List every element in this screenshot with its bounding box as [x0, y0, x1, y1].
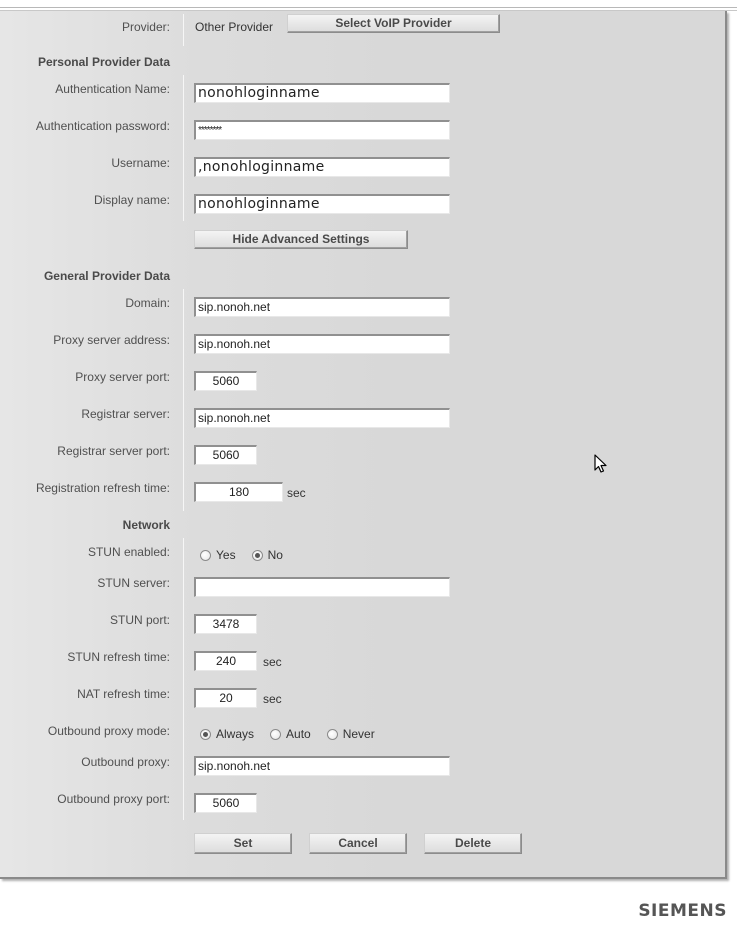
auto-label: Auto	[286, 727, 311, 741]
domain-input[interactable]: sip.nonoh.net	[194, 297, 450, 317]
registrar-server-port-label: Registrar server port:	[57, 444, 170, 458]
radio-checked-icon[interactable]	[200, 729, 211, 740]
radio-unchecked-icon[interactable]	[327, 729, 338, 740]
radio-unchecked-icon[interactable]	[270, 729, 281, 740]
stun-enabled-yes-radio[interactable]	[200, 548, 236, 562]
proxy-server-address-label: Proxy server address:	[53, 333, 170, 347]
outbound-proxy-input[interactable]: sip.nonoh.net	[194, 756, 450, 776]
stun-port-input[interactable]: 3478	[194, 614, 257, 634]
never-label: Never	[342, 727, 375, 741]
username-label: Username:	[111, 156, 170, 170]
outbound-proxy-mode-label: Outbound proxy mode:	[47, 724, 170, 738]
outbound-proxy-port-input[interactable]: 5060	[194, 793, 257, 813]
proxy-server-port-label: Proxy server port:	[75, 370, 170, 384]
radio-unchecked-icon[interactable]	[200, 550, 211, 561]
top-rule	[0, 7, 737, 8]
provider-value: Other Provider	[195, 20, 274, 34]
provider-label: Provider:	[121, 20, 170, 34]
nat-refresh-time-label: NAT refresh time:	[77, 687, 170, 701]
registrar-server-input[interactable]: sip.nonoh.net	[194, 408, 450, 428]
stun-refresh-unit: sec	[263, 655, 282, 669]
display-name-input[interactable]: nonohloginname	[194, 194, 450, 214]
stun-enabled-no-radio[interactable]	[252, 548, 283, 562]
registration-refresh-time-label: Registration refresh time:	[35, 481, 170, 495]
siemens-logo: SIEMENS	[638, 901, 727, 921]
proxy-server-address-input[interactable]: sip.nonoh.net	[194, 334, 450, 354]
display-name-label: Display name:	[93, 193, 170, 207]
registration-refresh-time-input[interactable]: 180	[194, 482, 283, 502]
stun-no-label: No	[267, 548, 283, 562]
always-label: Always	[216, 727, 255, 741]
column-divider	[183, 14, 184, 46]
outbound-mode-never-radio[interactable]	[327, 727, 375, 741]
registrar-server-label: Registrar server:	[81, 407, 170, 421]
nat-refresh-unit: sec	[263, 692, 282, 706]
nat-refresh-time-input[interactable]: 20	[194, 688, 257, 708]
username-input[interactable]: ,nonohloginname	[194, 157, 450, 177]
stun-enabled-label: STUN enabled:	[87, 545, 170, 559]
outbound-proxy-label: Outbound proxy:	[81, 755, 170, 769]
cancel-button[interactable]: Cancel	[309, 833, 407, 854]
column-divider	[183, 538, 184, 820]
column-divider	[183, 75, 184, 221]
select-voip-provider-button[interactable]: Select VoIP Provider	[287, 14, 500, 33]
outbound-mode-always-radio[interactable]	[200, 727, 254, 741]
stun-yes-label: Yes	[216, 548, 236, 562]
outbound-proxy-mode-radio-group	[200, 727, 391, 741]
domain-label: Domain:	[125, 296, 170, 310]
stun-enabled-radio-group	[200, 548, 299, 562]
stun-server-label: STUN server:	[97, 576, 170, 590]
stun-port-label: STUN port:	[109, 613, 170, 627]
delete-button[interactable]: Delete	[424, 833, 522, 854]
general-provider-data-heading: General Provider Data	[43, 269, 170, 283]
network-heading: Network	[122, 518, 170, 532]
personal-provider-data-heading: Personal Provider Data	[37, 55, 170, 69]
outbound-proxy-port-label: Outbound proxy port:	[57, 792, 170, 806]
authentication-password-input[interactable]: ********	[194, 120, 450, 140]
registration-refresh-unit: sec	[287, 486, 306, 500]
registrar-server-port-input[interactable]: 5060	[194, 445, 257, 465]
radio-checked-icon[interactable]	[252, 550, 263, 561]
stun-server-input[interactable]	[194, 577, 450, 597]
proxy-server-port-input[interactable]: 5060	[194, 371, 257, 391]
authentication-name-label: Authentication Name:	[55, 82, 170, 96]
stun-refresh-time-input[interactable]: 240	[194, 651, 257, 671]
authentication-password-label: Authentication password:	[35, 119, 170, 133]
set-button[interactable]: Set	[194, 833, 292, 854]
authentication-name-input[interactable]: nonohloginname	[194, 83, 450, 103]
outbound-mode-auto-radio[interactable]	[270, 727, 311, 741]
column-divider	[183, 289, 184, 511]
stun-refresh-time-label: STUN refresh time:	[67, 650, 170, 664]
hide-advanced-settings-button[interactable]: Hide Advanced Settings	[194, 230, 408, 249]
mouse-pointer-icon	[594, 454, 608, 477]
